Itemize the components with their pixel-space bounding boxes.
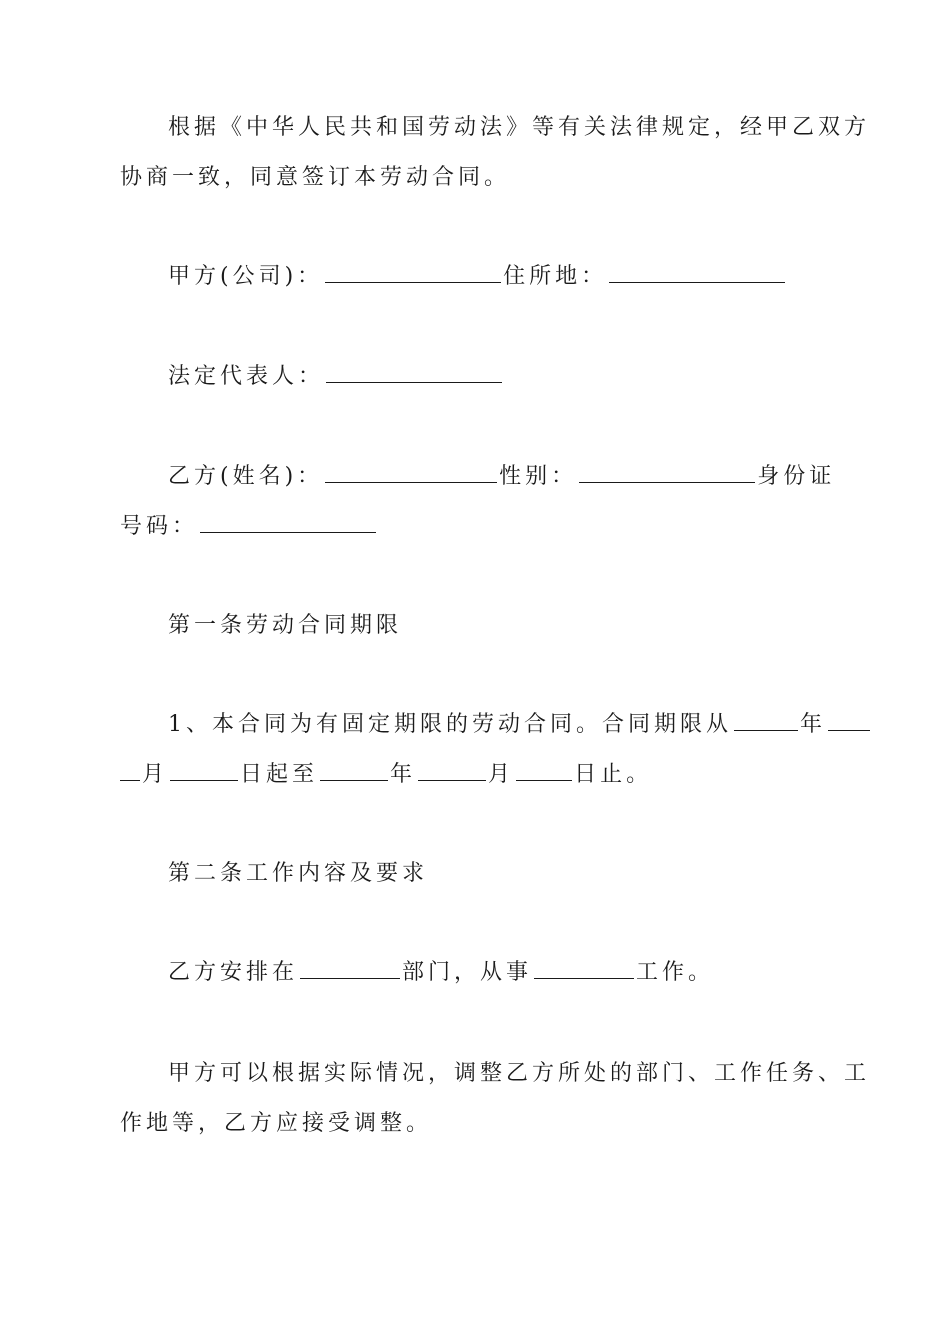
- job-blank[interactable]: [534, 956, 634, 979]
- article-2-paragraph-1: [120, 948, 832, 998]
- gender-blank[interactable]: [579, 460, 755, 483]
- article-2-heading: [120, 849, 832, 899]
- end-month-blank[interactable]: [418, 758, 486, 781]
- start-day-blank[interactable]: [170, 758, 238, 781]
- intro-line-2: 协商一致，同意签订本劳动合同。: [120, 165, 511, 190]
- job-suffix: 工作。: [636, 960, 715, 985]
- id-card-label: 身份证: [757, 464, 836, 489]
- address-blank[interactable]: [609, 260, 785, 283]
- article-2-paragraph-2: [120, 1049, 871, 1149]
- article-1-paragraph: [120, 700, 832, 800]
- start-day-label: 日起至: [240, 762, 319, 787]
- end-month-label: 月: [488, 762, 515, 787]
- id-number-blank[interactable]: [200, 510, 376, 533]
- id-number-label: 号码：: [120, 514, 199, 539]
- party-b-label: 乙方(姓名)：: [168, 464, 324, 489]
- article-2-title: 第二条工作内容及要求: [168, 861, 429, 886]
- article-1-title: 第一条劳动合同期限: [168, 613, 403, 638]
- party-a-blank[interactable]: [325, 260, 501, 283]
- party-a-line: [120, 252, 832, 302]
- address-label: 住所地：: [503, 264, 608, 289]
- end-year-blank[interactable]: [320, 758, 388, 781]
- start-month-label: 月: [142, 762, 169, 787]
- start-month-blank-part1[interactable]: [828, 708, 870, 731]
- article-1-heading: [120, 601, 832, 651]
- gender-label: 性别：: [499, 464, 578, 489]
- party-b-name-blank[interactable]: [325, 460, 497, 483]
- intro-line-1: 根据《中华人民共和国劳动法》等有关法律规定，经甲乙双方: [168, 115, 871, 140]
- legal-rep-label: 法定代表人：: [168, 364, 325, 389]
- department-blank[interactable]: [300, 956, 400, 979]
- party-b-paragraph: [120, 452, 836, 552]
- start-year-blank[interactable]: [734, 708, 798, 731]
- end-year-label: 年: [390, 762, 417, 787]
- party-a-label: 甲方(公司)：: [168, 264, 324, 289]
- intro-paragraph: [120, 103, 871, 203]
- legal-rep-blank[interactable]: [326, 360, 502, 383]
- department-prefix: 乙方安排在: [168, 960, 299, 985]
- start-month-blank-part2[interactable]: [120, 758, 140, 781]
- adjust-line-1: 甲方可以根据实际情况，调整乙方所处的部门、工作任务、工: [168, 1061, 871, 1086]
- adjust-line-2: 作地等，乙方应接受调整。: [120, 1111, 433, 1136]
- article-1-text: 1、本合同为有固定期限的劳动合同。合同期限从: [168, 712, 732, 737]
- legal-rep-line: [120, 352, 832, 402]
- end-day-blank[interactable]: [516, 758, 572, 781]
- start-year-label: 年: [800, 712, 827, 737]
- department-suffix: 部门，从事: [402, 960, 533, 985]
- end-day-label: 日止。: [574, 762, 653, 787]
